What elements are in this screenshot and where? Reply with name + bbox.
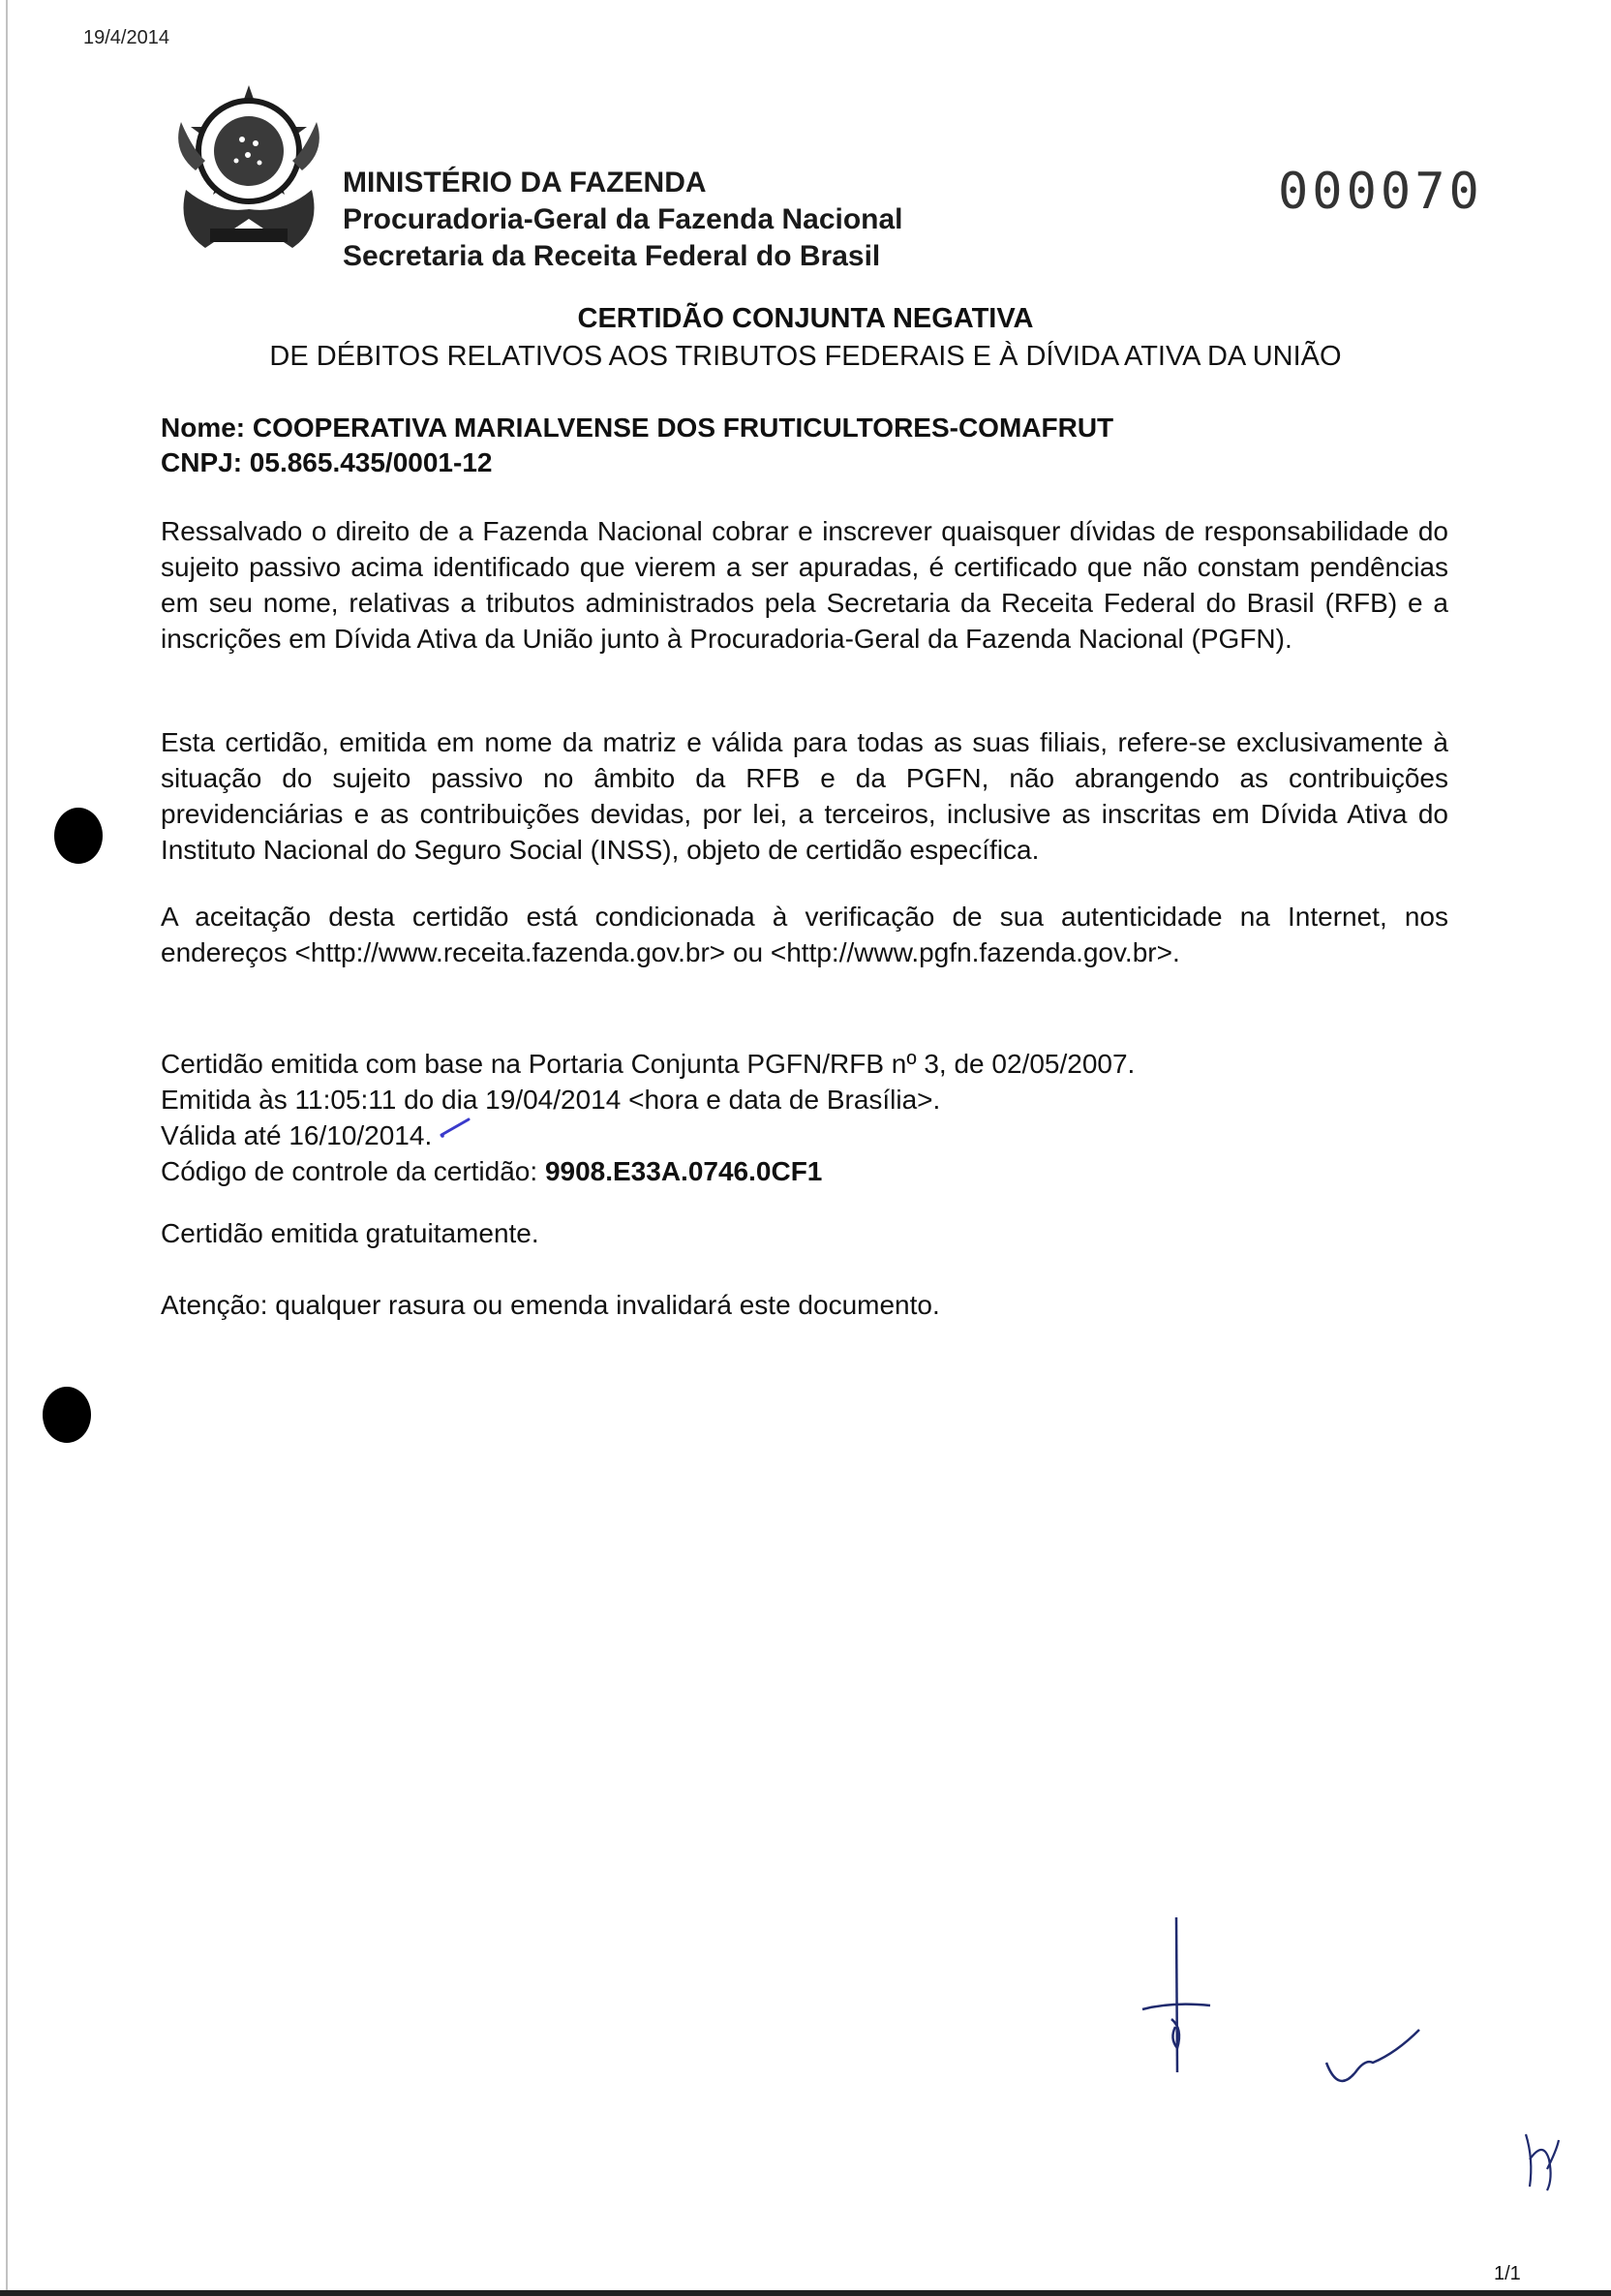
- print-date: 19/4/2014: [83, 27, 169, 48]
- certificate-subtitle: DE DÉBITOS RELATIVOS AOS TRIBUTOS FEDERAIS E À DÍVIDA ATIVA DA UNIÃO: [269, 341, 1342, 372]
- paragraph-authenticity: A aceitação desta certidão está condicionada à verificação de sua autenticidade na Internet, nos endereços <http://www.receita.fazenda.gov.br> ou <http://www.pgfn.fazenda.gov.br>.: [161, 902, 1448, 967]
- taxpayer-name-row: [161, 411, 1113, 445]
- name-label: Nome:: [161, 413, 246, 443]
- signature-initial-1: [1133, 1913, 1220, 2087]
- scan-edge-bottom: [0, 2290, 1611, 2296]
- certificate-title: CERTIDÃO CONJUNTA NEGATIVA: [577, 303, 1034, 334]
- legal-basis: Certidão emitida com base na Portaria Conjunta PGFN/RFB nº 3, de 02/05/2007.: [161, 1049, 1136, 1079]
- control-code-row: [161, 1153, 1135, 1189]
- rfb-name: Secretaria da Receita Federal do Brasil: [343, 240, 881, 272]
- taxpayer-cnpj-row: [161, 445, 1113, 480]
- page-number: 1/1: [1494, 2263, 1521, 2284]
- punch-hole-bottom: [43, 1387, 91, 1443]
- taxpayer-cnpj: 05.865.435/0001-12: [249, 447, 493, 477]
- check-mark-icon: [440, 1116, 472, 1139]
- valid-until: Válida até 16/10/2014.: [161, 1120, 433, 1150]
- punch-hole-top: [54, 808, 103, 864]
- control-code-label: Código de controle da certidão:: [161, 1156, 538, 1186]
- document-number-stamp: 000070: [1278, 163, 1483, 221]
- taxpayer-name: COOPERATIVA MARIALVENSE DOS FRUTICULTORES-COMAFRUT: [252, 413, 1114, 443]
- coat-of-arms-icon: [167, 83, 331, 267]
- cnpj-label: CNPJ:: [161, 447, 243, 477]
- pgfn-name: Procuradoria-Geral da Fazenda Nacional: [343, 203, 903, 235]
- paragraph-scope: Esta certidão, emitida em nome da matriz e válida para todas as suas filiais, refere-se exclusivamente à situação do sujeito passivo no âmbito da RFB e da PGFN, não abrangendo as contribuições previdenciárias e as contribuições devidas, por lei, a terceiros, inclusive as inscritas em Dívida Ativa do Instituto Nacional do Seguro Social (INSS), objeto de certidão específica.: [161, 727, 1448, 865]
- taxpayer-block: [161, 411, 1113, 480]
- paragraph-certification: Ressalvado o direito de a Fazenda Nacional cobrar e inscrever quaisquer dívidas de responsabilidade do sujeito passivo acima identificado que vierem a ser apuradas, é certificado que não constam pendências em seu nome, relativas a tributos administrados pela Secretaria da Receita Federal do Brasil (RFB) e a inscrições em Dívida Ativa da União junto à Procuradoria-Geral da Fazenda Nacional (PGFN).: [161, 516, 1448, 654]
- issued-at: Emitida às 11:05:11 do dia 19/04/2014 <hora e data de Brasília>.: [161, 1085, 941, 1115]
- signature-initial-3: [1520, 2130, 1565, 2194]
- free-issue-note: Certidão emitida gratuitamente.: [161, 1218, 539, 1248]
- signature-initial-2: [1319, 2024, 1425, 2101]
- ministry-name: MINISTÉRIO DA FAZENDA: [343, 167, 707, 199]
- issuer-header: [343, 165, 903, 275]
- issuance-info: [161, 1046, 1135, 1189]
- control-code: 9908.E33A.0746.0CF1: [544, 1156, 823, 1186]
- warning-note: Atenção: qualquer rasura ou emenda invalidará este documento.: [161, 1290, 940, 1320]
